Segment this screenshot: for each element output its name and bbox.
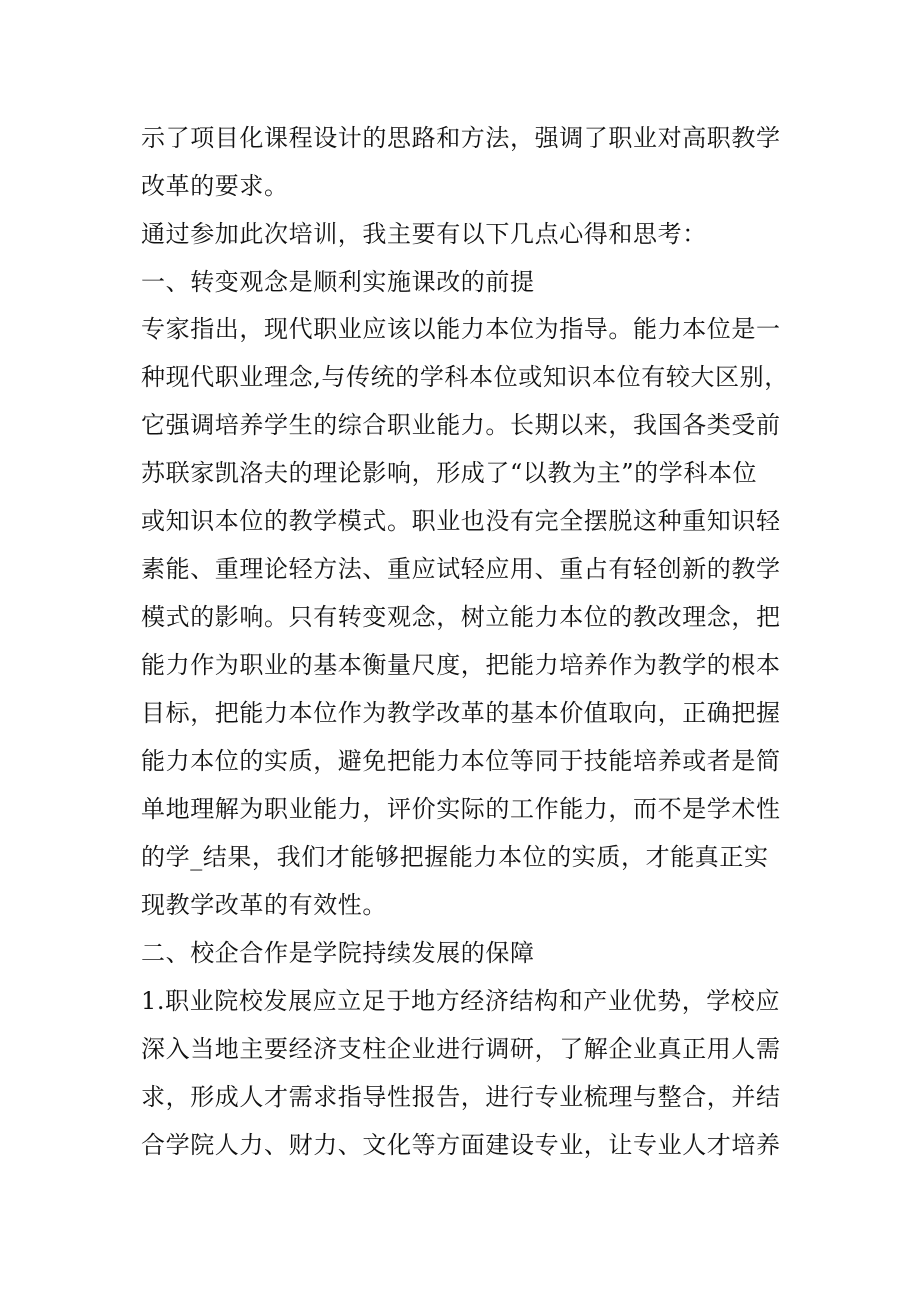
text-line: 合学院人力、财力、文化等方面建设专业，让专业人才培养: [141, 1131, 781, 1159]
text-line: 苏联家凯洛夫的理论影响，形成了“以教为主”的学科本位: [141, 459, 758, 487]
text-line: 深入当地主要经济支柱企业进行调研，了解企业真正用人需: [141, 1035, 781, 1063]
text-line: 单地理解为职业能力，评价实际的工作能力，而不是学术性: [141, 795, 781, 823]
text-line: 模式的影响。只有转变观念，树立能力本位的教改理念，把: [141, 603, 781, 631]
text-line: 能力本位的实质，避免把能力本位等同于技能培养或者是简: [141, 747, 781, 775]
text-line: 能力作为职业的基本衡量尺度，把能力培养作为教学的根本: [141, 651, 781, 679]
text-line: 种现代职业理念,与传统的学科本位或知识本位有较大区别，: [141, 363, 789, 391]
text-line: 改革的要求。: [141, 172, 289, 200]
text-line: 求，形成人才需求指导性报告，进行专业梳理与整合，并结: [141, 1083, 781, 1111]
text-line: 素能、重理论轻方法、重应试轻应用、重占有轻创新的教学: [141, 555, 781, 583]
text-line: 通过参加此次培训，我主要有以下几点心得和思考：: [141, 220, 707, 248]
section-heading: 一、转变观念是顺利实施课改的前提: [141, 268, 535, 296]
text-line: 或知识本位的教学模式。职业也没有完全摆脱这种重知识轻: [141, 507, 781, 535]
text-line: 目标，把能力本位作为教学改革的基本价值取向，正确把握: [141, 699, 781, 727]
text-line: 示了项目化课程设计的思路和方法，强调了职业对高职教学: [141, 124, 781, 152]
text-line: 的学_结果，我们才能够把握能力本位的实质，才能真正实: [141, 843, 769, 871]
text-line: 现教学改革的有效性。: [141, 891, 387, 919]
text-line: 1.职业院校发展应立足于地方经济结构和产业优势，学校应: [141, 987, 781, 1015]
text-line: 专家指出，现代职业应该以能力本位为指导。能力本位是一: [141, 315, 781, 343]
section-heading: 二、校企合作是学院持续发展的保障: [141, 939, 535, 967]
text-line: 它强调培养学生的综合职业能力。长期以来，我国各类受前: [141, 411, 781, 439]
